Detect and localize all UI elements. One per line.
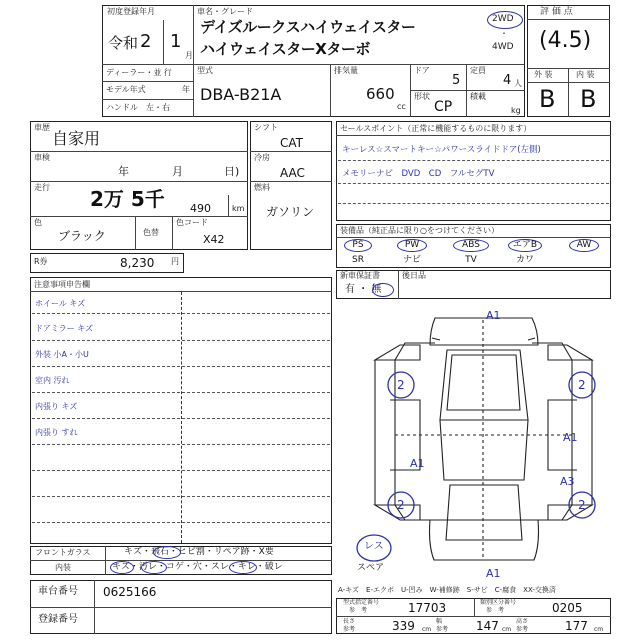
- equipment-label: 装備品（純正品に限り○をつけてください）: [340, 226, 499, 235]
- damage-mark-front: A1: [486, 309, 501, 322]
- damage-mark-rear: A1: [486, 567, 501, 580]
- equip-airbag: エアB: [512, 240, 538, 250]
- registration-date-label: 初度登録年月: [107, 7, 155, 16]
- mileage-extra: 490: [190, 202, 211, 215]
- damage-mark-wheel-rr: 2: [578, 498, 586, 512]
- height-value: 177: [565, 619, 588, 633]
- dealer-label: ディーラー・並 行: [106, 68, 172, 77]
- recycle-value: 8,230: [120, 256, 155, 270]
- warranty-value: 有 ・ 無: [345, 284, 382, 295]
- interior-grade: B: [580, 85, 597, 113]
- note-item: ホイール キズ: [35, 299, 86, 308]
- color-value: ブラック: [58, 229, 106, 243]
- shape-value: CP: [434, 99, 453, 115]
- inspection-month-unit: 月: [172, 165, 183, 178]
- car-name-line1: デイズルークスハイウェイスター: [200, 18, 416, 36]
- recycle-unit: 円: [171, 257, 179, 266]
- note-item: 室内 汚れ: [35, 376, 70, 385]
- note-item: ドアミラー キズ: [35, 324, 94, 333]
- interior-label: 内 装: [576, 70, 595, 79]
- registration-label: 登録番号: [38, 614, 78, 625]
- class-number-label: 類別区分番号: [480, 599, 517, 606]
- load-unit: kg: [511, 106, 521, 115]
- equip-navi: ナビ: [402, 255, 421, 265]
- km-unit: km: [232, 204, 245, 213]
- notes-label: 注意事項申告欄: [34, 280, 90, 289]
- class-number-sub: 参 考: [486, 607, 505, 614]
- cc-unit: cc: [397, 102, 406, 111]
- usage-label: 車歴: [34, 123, 50, 132]
- year-value: 2: [140, 31, 152, 52]
- equip-aw: AW: [576, 240, 592, 250]
- shift-value: CAT: [280, 136, 303, 150]
- inspection-label: 車検: [34, 153, 50, 162]
- sales-point-label: セールスポイント（正常に機能するものに限ります）: [340, 124, 532, 133]
- width-ref: 参考: [436, 626, 449, 633]
- type-number-label: 型式指定番号: [343, 599, 380, 606]
- chassis-number: 0625166: [103, 585, 157, 599]
- chassis-label: 車台番号: [38, 586, 78, 597]
- spare-mark: レス: [364, 541, 384, 552]
- handle-label: ハンドル 左・右: [106, 103, 170, 112]
- note-item: 内張り すれ: [35, 428, 78, 437]
- car-name-line2: ハイウェイスターXターボ: [200, 40, 370, 58]
- damage-mark-right-side: A1: [563, 431, 578, 444]
- equip-sr: SR: [352, 255, 364, 265]
- class-number-value: 0205: [552, 601, 583, 615]
- capacity-value: 4: [503, 73, 512, 88]
- height-ref: 参考: [516, 626, 529, 633]
- damage-mark-rear-right: A3: [560, 475, 575, 488]
- note-item: 外装 小A・小U: [35, 350, 89, 359]
- inspection-year-unit: 年: [118, 165, 129, 178]
- equip-ps: PS: [352, 240, 364, 250]
- model-code: DBA-B21A: [200, 85, 282, 104]
- warranty-label: 新車保証書: [340, 271, 380, 280]
- height-label: 高さ: [516, 618, 529, 625]
- usage-value: 自家用: [52, 129, 101, 148]
- ac-value: AAC: [280, 166, 305, 180]
- drive-dot: ・: [500, 29, 508, 38]
- inspection-day-unit: 日): [224, 165, 240, 178]
- color-code-value: X42: [203, 233, 225, 246]
- damage-mark-wheel-rl: 2: [397, 498, 405, 512]
- type-number-sub: 参 考: [349, 607, 368, 614]
- sales-point-line1: キーレス☆スマートキー☆パワースライドドア(左側): [342, 145, 541, 155]
- drive-4wd: 4WD: [492, 42, 514, 52]
- capacity-label: 定員: [470, 66, 486, 75]
- shape-label: 形状: [414, 92, 430, 101]
- color-code-label: 色コード: [176, 218, 208, 227]
- length-ref: 参考: [343, 626, 356, 633]
- model-year-unit: 年: [182, 85, 190, 94]
- glass-label: フロントガラス: [35, 548, 91, 557]
- glass-options: キズ・飛石・ヒビ割・リペア跡・X要: [124, 547, 274, 557]
- score-value: (4.5): [539, 28, 592, 53]
- damage-mark-left-side: A1: [410, 457, 425, 470]
- displacement-label: 排気量: [334, 66, 358, 75]
- mileage-label: 走行: [34, 183, 50, 192]
- ac-label: 冷房: [254, 153, 270, 162]
- width-label: 幅: [436, 618, 443, 625]
- month-unit: 月: [185, 51, 193, 60]
- load-label: 積載: [470, 92, 486, 101]
- damage-legend: A-キズ E-エクボ U-凹み W-補修跡 S-サビ C-腐食 XX-交換済: [338, 586, 556, 594]
- era-value: 令和: [108, 34, 139, 52]
- score-label: 評 価 点: [540, 7, 573, 17]
- drive-2wd: 2WD: [492, 14, 514, 24]
- capacity-unit: 人: [514, 79, 522, 88]
- length-value: 339: [392, 619, 415, 633]
- later-items-label: 後日品: [402, 271, 426, 280]
- color-change-label: 色替: [143, 228, 159, 237]
- width-unit: cm: [502, 626, 512, 633]
- model-year-label: モデル年式: [106, 85, 146, 94]
- mileage-value: 2万 5千: [90, 187, 165, 211]
- recycle-label: R券: [34, 257, 48, 266]
- damage-mark-wheel-fl: 2: [397, 378, 405, 392]
- interior-condition-label: 内装: [55, 563, 71, 572]
- doors-value: 5: [452, 73, 461, 88]
- car-outline: [375, 318, 592, 560]
- equip-leather: カワ: [515, 255, 534, 265]
- note-item: 内張り キズ: [35, 402, 78, 411]
- displacement-value: 660: [366, 85, 395, 103]
- damage-mark-wheel-fr: 2: [578, 378, 586, 392]
- type-label: 型式: [197, 66, 213, 75]
- door-label: ドア: [414, 66, 430, 75]
- shift-label: シフト: [254, 123, 278, 132]
- car-name-label: 車名・グレード: [197, 7, 253, 16]
- exterior-grade: B: [539, 85, 556, 113]
- fuel-value: ガソリン: [266, 205, 315, 219]
- fuel-label: 燃料: [254, 183, 270, 192]
- color-label: 色: [34, 218, 42, 227]
- spare-label: スペア: [357, 563, 385, 573]
- width-value: 147: [476, 619, 499, 633]
- height-unit: cm: [594, 626, 604, 633]
- sales-point-line2: メモリーナビ DVD CD フルセグTV: [342, 169, 495, 179]
- exterior-label: 外 装: [534, 70, 553, 79]
- equip-abs: ABS: [462, 240, 480, 250]
- type-number-value: 17703: [408, 601, 447, 615]
- month-value: 1: [170, 31, 182, 52]
- interior-options: キズ・汚レ・コゲ・穴・スレ・キレ・破レ: [112, 562, 283, 572]
- length-label: 長さ: [343, 618, 356, 625]
- equip-tv: TV: [465, 255, 477, 265]
- equip-pw: PW: [404, 240, 420, 250]
- length-unit: cm: [422, 626, 432, 633]
